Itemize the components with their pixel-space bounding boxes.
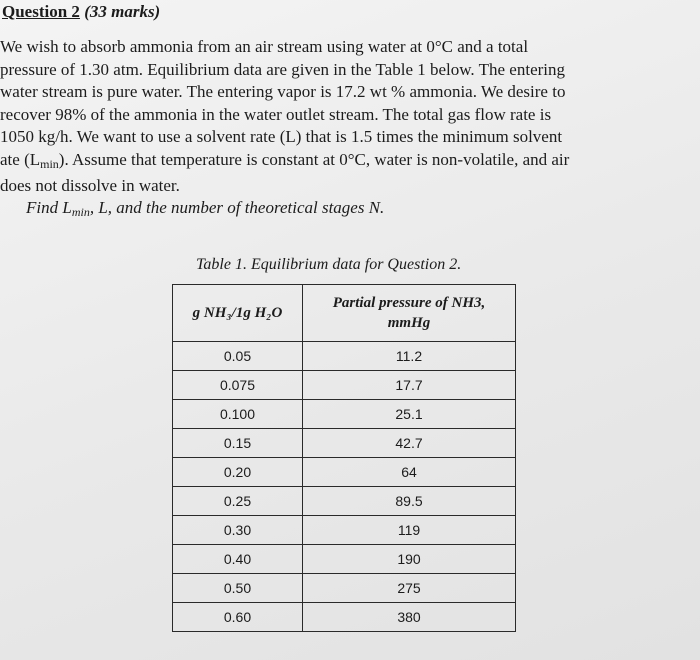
table-row	[173, 458, 516, 487]
concentration-cell: 0.25	[173, 487, 303, 516]
find-subscript: min	[71, 205, 90, 219]
pressure-cell: 275	[303, 574, 516, 603]
table-row	[173, 603, 516, 632]
statement-line: does not dissolve in water.	[0, 176, 180, 195]
question-heading	[2, 2, 160, 22]
pressure-header-line1: Partial pressure of NH3,	[332, 295, 486, 311]
table-row	[173, 516, 516, 545]
concentration-cell: 0.60	[173, 603, 303, 632]
column-header-concentration: g NH₃/1g H₂O	[173, 285, 303, 342]
statement-line: 1050 kg/h. We want to use a solvent rate (L) that is 1.5 times the minimum solvent	[0, 127, 563, 146]
statement-subscript: min	[40, 156, 59, 171]
concentration-cell: 0.100	[173, 400, 303, 429]
question-marks: (33 marks)	[84, 2, 161, 21]
table-caption: Table 1. Equilibrium data for Question 2.	[196, 256, 462, 273]
statement-line: recover 98% of the ammonia in the water outlet stream. The total gas flow rate is	[0, 104, 552, 124]
pressure-cell: 190	[303, 545, 516, 574]
question-number: Question 2	[2, 2, 80, 21]
table-row	[173, 400, 516, 429]
pressure-cell: 64	[303, 458, 516, 487]
equilibrium-table	[172, 284, 516, 632]
pressure-cell: 25.1	[303, 400, 516, 429]
table-row	[173, 545, 516, 574]
problem-statement	[0, 36, 696, 198]
concentration-cell: 0.30	[173, 516, 303, 545]
concentration-cell: 0.075	[173, 371, 303, 400]
statement-line	[0, 149, 696, 176]
concentration-cell: 0.20	[173, 458, 303, 487]
statement-fragment: ate (L	[0, 149, 41, 169]
pressure-cell: 42.7	[303, 429, 516, 458]
table-row	[173, 429, 516, 458]
concentration-cell: 0.40	[173, 545, 303, 574]
pressure-cell: 380	[303, 603, 516, 632]
table-row	[173, 342, 516, 371]
column-header-pressure	[303, 285, 516, 342]
statement-line: pressure of 1.30 atm. Equilibrium data are given in the Table 1 below. The entering	[0, 59, 566, 79]
find-instruction	[26, 198, 384, 220]
pressure-cell: 119	[303, 516, 516, 545]
concentration-cell: 0.05	[173, 342, 303, 371]
statement-line: We wish to absorb ammonia from an air stream using water at 0°C and a total	[0, 37, 529, 56]
table-row	[173, 574, 516, 603]
statement-line: water stream is pure water. The entering vapor is 17.2 wt % ammonia. We desire to	[0, 82, 566, 101]
table-row	[173, 487, 516, 516]
pressure-cell: 11.2	[303, 342, 516, 371]
find-suffix: , L, and the number of theoretical stages N.	[89, 198, 385, 217]
find-prefix: Find L	[26, 198, 72, 217]
concentration-cell: 0.15	[173, 429, 303, 458]
pressure-cell: 17.7	[303, 371, 516, 400]
table-row	[173, 371, 516, 400]
table-header-row	[173, 285, 516, 342]
pressure-cell: 89.5	[303, 487, 516, 516]
pressure-header-line2: mmHg	[387, 315, 431, 331]
statement-fragment: ). Assume that temperature is constant at 0°C, water is non-volatile, and air	[58, 149, 570, 169]
concentration-cell: 0.50	[173, 574, 303, 603]
